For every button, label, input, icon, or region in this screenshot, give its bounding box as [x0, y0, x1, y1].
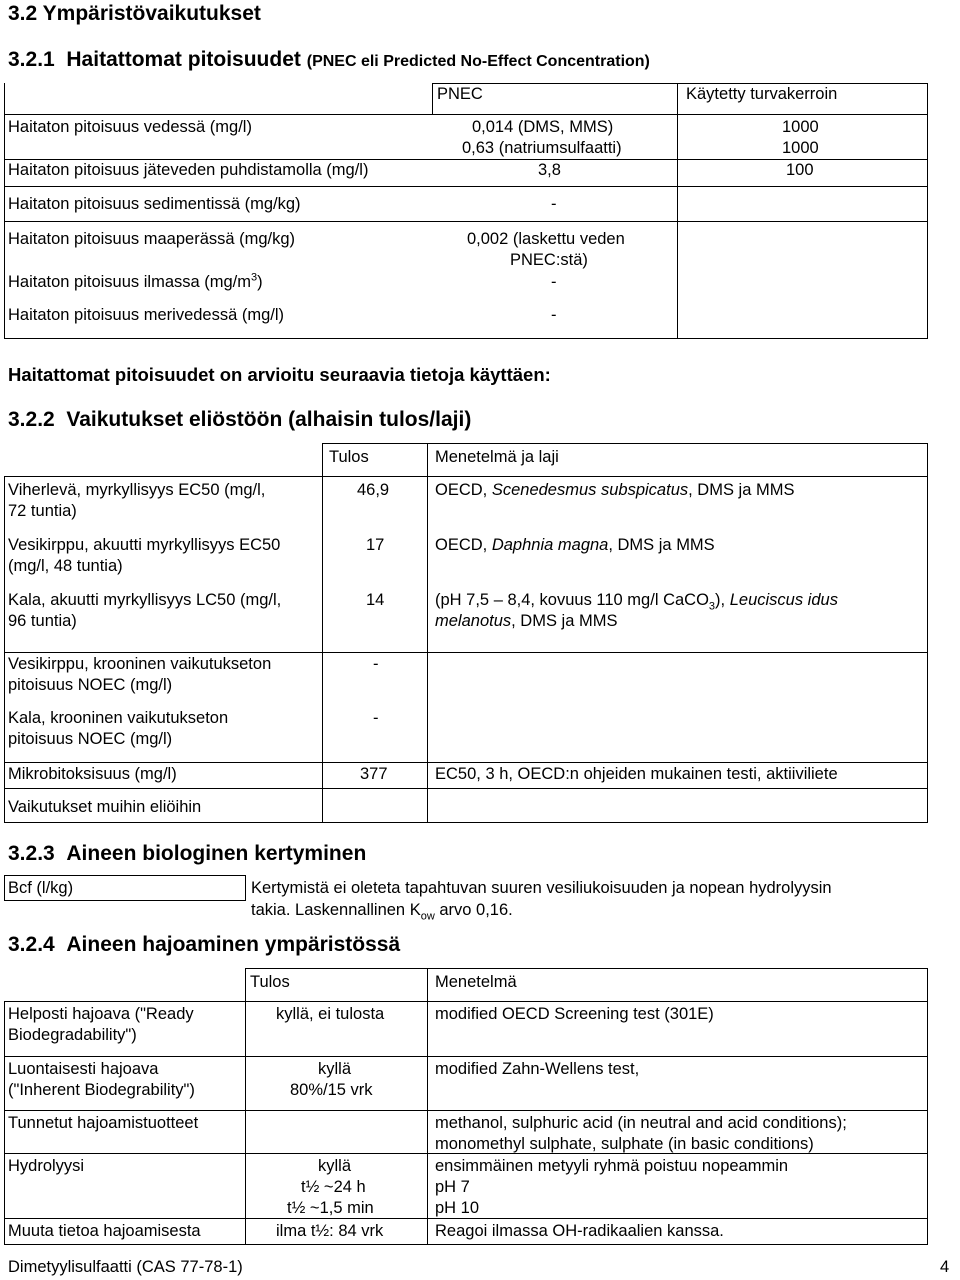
- row-label: Hydrolyysi: [8, 1157, 85, 1175]
- footer-doc-name: Dimetyylisulfaatti (CAS 77-78-1): [8, 1258, 243, 1276]
- row-label: Vesikirppu, akuutti myrkyllisyys EC50: [8, 536, 281, 554]
- row-label: Vesikirppu, krooninen vaikutukseton: [8, 655, 272, 673]
- subsection-heading-321: [8, 47, 650, 73]
- row-label: Kala, krooninen vaikutukseton: [8, 709, 229, 727]
- row-label: 72 tuntia): [8, 502, 77, 520]
- col-header-result: Tulos: [329, 448, 369, 466]
- row-label: Haitaton pitoisuus ilmassa $(mg/m^3)$: [8, 271, 263, 291]
- row-label: Muuta tietoa hajoamisesta: [8, 1222, 201, 1240]
- row-label: Haitaton pitoisuus jäteveden puhdistamolla (mg/l): [8, 161, 369, 179]
- row-label: Vaikutukset muihin eliöihin: [8, 798, 202, 816]
- row-method: melanotus, DMS ja MMS: [435, 612, 618, 630]
- col-header-result: Tulos: [250, 973, 290, 991]
- row-value: 3,8: [538, 161, 561, 179]
- row-method: EC50, 3 h, OECD:n ohjeiden mukainen testi, aktiiviliete: [435, 765, 838, 783]
- row-result: -: [373, 655, 379, 673]
- col-header-method: Menetelmä: [435, 973, 517, 991]
- row-method: pH 10: [435, 1199, 480, 1217]
- col-header-method: Menetelmä ja laji: [435, 448, 559, 466]
- row-value: 0,63 (natriumsulfaatti): [462, 139, 622, 157]
- row-method: modified Zahn-Wellens test,: [435, 1060, 640, 1078]
- row-method: pH 7: [435, 1178, 470, 1196]
- row-label: Haitaton pitoisuus merivedessä (mg/l): [8, 306, 285, 324]
- row-factor: 1000: [782, 118, 819, 136]
- row-label: 96 tuntia): [8, 612, 77, 630]
- row-result: ilma t½: 84 vrk: [276, 1222, 384, 1240]
- section-heading: 3.2 Ympäristövaikutukset: [8, 2, 261, 25]
- subsection-heading-322: [8, 407, 471, 433]
- row-result: 80%/15 vrk: [290, 1081, 373, 1099]
- col-header-factor: Käytetty turvakerroin: [686, 85, 838, 103]
- row-value: -: [551, 195, 557, 213]
- row-method: OECD, Daphnia magna, DMS ja MMS: [435, 536, 715, 554]
- section-subtitle: (PNEC eli Predicted No-Effect Concentration): [306, 53, 650, 70]
- row-label: Biodegradability"): [8, 1026, 137, 1044]
- row-value: -: [551, 273, 557, 291]
- section-title: Aineen hajoaminen ympäristössä: [66, 933, 401, 956]
- row-label: Tunnetut hajoamistuotteet: [8, 1114, 199, 1132]
- subsection-heading-324: [8, 932, 400, 958]
- col-header-pnec: PNEC: [437, 85, 483, 103]
- row-result: 14: [366, 591, 385, 609]
- row-method: methanol, sulphuric acid (in neutral and acid conditions);: [435, 1114, 847, 1132]
- bcf-text: Kertymistä ei oleteta tapahtuvan suuren vesiliukoisuuden ja nopean hydrolyysin: [251, 879, 832, 897]
- page-number: 4: [940, 1258, 950, 1276]
- row-label: Haitaton pitoisuus maaperässä (mg/kg): [8, 230, 296, 248]
- row-factor: 1000: [782, 139, 819, 157]
- row-label: Haitaton pitoisuus sedimentissä (mg/kg): [8, 195, 301, 213]
- row-label: pitoisuus NOEC (mg/l): [8, 730, 173, 748]
- row-result: kyllä, ei tulosta: [276, 1005, 385, 1023]
- note-text: Haitattomat pitoisuudet on arvioitu seuraavia tietoja käyttäen:: [8, 364, 551, 385]
- row-method: Reagoi ilmassa OH-radikaalien kanssa.: [435, 1222, 724, 1240]
- section-title: Vaikutukset eliöstöön (alhaisin tulos/laji): [66, 408, 472, 431]
- row-value: 0,014 (DMS, MMS): [472, 118, 614, 136]
- row-method: ensimmäinen metyyli ryhmä poistuu nopeammin: [435, 1157, 789, 1175]
- row-label: ("Inherent Biodegrability"): [8, 1081, 195, 1099]
- subsection-heading-323: [8, 841, 366, 867]
- section-number: 3.2.3: [8, 842, 55, 865]
- row-label: pitoisuus NOEC (mg/l): [8, 676, 173, 694]
- row-result: kyllä: [318, 1157, 352, 1175]
- row-result: 17: [366, 536, 385, 554]
- row-value: 0,002 (laskettu veden: [467, 230, 625, 248]
- row-label: Helposti hajoava ("Ready: [8, 1005, 194, 1023]
- bcf-text: takia. Laskennallinen $K_{ow}$ arvo 0,16.: [251, 901, 513, 923]
- section-title: Aineen biologinen kertyminen: [66, 842, 367, 865]
- row-method: modified OECD Screening test (301E): [435, 1005, 714, 1023]
- row-label: Haitaton pitoisuus vedessä (mg/l): [8, 118, 252, 136]
- row-method: (pH 7,5 – 8,4, kovuus 110 mg/l CaCO$_3$), Leuciscus idus: [435, 591, 838, 613]
- row-label: Luontaisesti hajoava: [8, 1060, 159, 1078]
- row-method: OECD, Scenedesmus subspicatus, DMS ja MMS: [435, 481, 795, 499]
- row-factor: 100: [786, 161, 814, 179]
- row-label: Kala, akuutti myrkyllisyys LC50 (mg/l,: [8, 591, 282, 609]
- row-result: 46,9: [357, 481, 390, 499]
- row-method: monomethyl sulphate, sulphate (in basic conditions): [435, 1135, 814, 1153]
- row-result: kyllä: [318, 1060, 352, 1078]
- section-number: 3.2.1: [8, 48, 55, 71]
- row-value: PNEC:stä): [510, 251, 588, 269]
- bcf-label: Bcf (l/kg): [8, 879, 74, 897]
- row-label: Mikrobitoksisuus (mg/l): [8, 765, 177, 783]
- section-number: 3.2.2: [8, 408, 55, 431]
- row-result: t½ ~24 h: [301, 1178, 366, 1196]
- row-value: -: [551, 306, 557, 324]
- section-title: Haitattomat pitoisuudet: [66, 48, 301, 71]
- section-number: 3.2.4: [8, 933, 55, 956]
- row-label: (mg/l, 48 tuntia): [8, 557, 123, 575]
- row-result: t½ ~1,5 min: [287, 1199, 374, 1217]
- row-result: -: [373, 709, 379, 727]
- row-result: 377: [360, 765, 388, 783]
- row-label: Viherlevä, myrkyllisyys EC50 (mg/l,: [8, 481, 266, 499]
